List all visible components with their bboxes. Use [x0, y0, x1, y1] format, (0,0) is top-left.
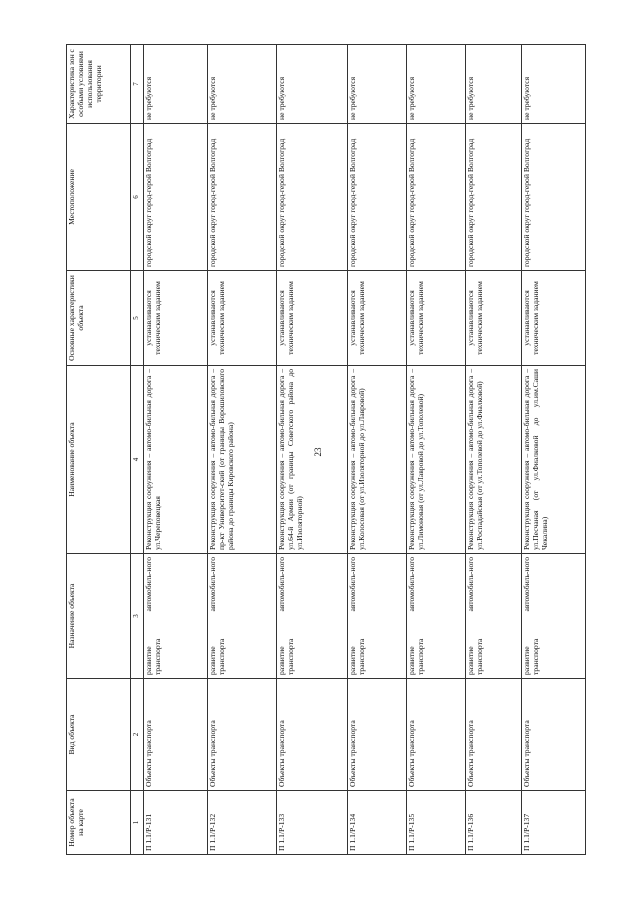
object-location: городской округ город-герой Волгоград	[465, 124, 521, 271]
column-number: 3	[131, 554, 144, 679]
object-kind: Объекты транспорта	[277, 679, 348, 791]
object-zones: не требуются	[465, 45, 521, 124]
column-number: 6	[131, 124, 144, 271]
header-purpose: Назначение объекта	[67, 554, 131, 679]
table-row	[406, 45, 465, 855]
object-characteristics: устанавливаются техническим заданием	[521, 271, 585, 366]
table-row	[277, 45, 348, 855]
header-number: Номер объекта на карте	[67, 791, 131, 855]
object-name: Реконструкция сооружения – автомо-бильная дорога – пр-кт Университет-ский (от границы Ворошиловского района до границы Кировского района)	[208, 366, 277, 554]
object-name: Реконструкция сооружения – автомо-бильная дорога – ул.Роспадайская (от ул.Тополевой до ул.Фиалковой)	[465, 366, 521, 554]
object-purpose: развитие автомобиль-ного транспорта	[277, 554, 348, 679]
table-row	[465, 45, 521, 855]
header-zones: Характеристика зон с особыми условиями использования территории	[67, 45, 131, 124]
object-name: Реконструкция сооружения – автомо-бильная дорога – ул.Песчаная (от ул.Фиалковой до ул.им.Саши Чекалина)	[521, 366, 585, 554]
object-zones: не требуются	[208, 45, 277, 124]
header-location: Местоположение	[67, 124, 131, 271]
table-row	[347, 45, 406, 855]
object-zones: не требуются	[144, 45, 208, 124]
column-number: 7	[131, 45, 144, 124]
object-characteristics: устанавливаются техническим заданием	[208, 271, 277, 366]
object-purpose: развитие автомобиль-ного транспорта	[521, 554, 585, 679]
object-characteristics: устанавливаются техническим заданием	[465, 271, 521, 366]
table-row	[144, 45, 208, 855]
header-name: Наименование объекта	[67, 366, 131, 554]
object-number: П 1.1/Р-133	[277, 791, 348, 855]
table-row	[521, 45, 585, 855]
object-name: Реконструкция сооружения – автомо-бильная дорога – ул.64-й Армии (от границы Советского района до ул.Изоляторной)	[277, 366, 348, 554]
object-number: П 1.1/Р-135	[406, 791, 465, 855]
column-number-row	[131, 45, 144, 855]
header-characteristics: Основные характеристики объекта	[67, 271, 131, 366]
object-purpose: развитие автомобиль-ного транспорта	[406, 554, 465, 679]
column-number: 4	[131, 366, 144, 554]
object-zones: не требуются	[347, 45, 406, 124]
page-number: 23	[313, 447, 323, 457]
object-zones: не требуются	[277, 45, 348, 124]
header-kind: Вид объекта	[67, 679, 131, 791]
object-kind: Объекты транспорта	[521, 679, 585, 791]
object-number: П 1.1/Р-131	[144, 791, 208, 855]
object-characteristics: устанавливаются техническим заданием	[406, 271, 465, 366]
column-number: 1	[131, 791, 144, 855]
objects-table	[66, 44, 586, 855]
object-characteristics: устанавливаются техническим заданием	[347, 271, 406, 366]
object-kind: Объекты транспорта	[208, 679, 277, 791]
object-kind: Объекты транспорта	[465, 679, 521, 791]
object-location: городской округ город-герой Волгоград	[277, 124, 348, 271]
object-location: городской округ город-герой Волгоград	[208, 124, 277, 271]
object-number: П 1.1/Р-134	[347, 791, 406, 855]
object-name: Реконструкция сооружения – автомо-бильная дорога – ул.Лимоновая (от ул.Лавровой до ул.Тополевой)	[406, 366, 465, 554]
object-kind: Объекты транспорта	[406, 679, 465, 791]
object-characteristics: устанавливаются техническим заданием	[144, 271, 208, 366]
table-row	[208, 45, 277, 855]
object-location: городской округ город-герой Волгоград	[406, 124, 465, 271]
object-location: городской округ город-герой Волгоград	[347, 124, 406, 271]
object-name: Реконструкция сооружения – автомо-бильная дорога – ул.Колосовая (от ул.Изоляторной до ул.Лавровой)	[347, 366, 406, 554]
header-row	[67, 45, 131, 855]
object-purpose: развитие автомобиль-ного транспорта	[347, 554, 406, 679]
object-kind: Объекты транспорта	[144, 679, 208, 791]
column-number: 5	[131, 271, 144, 366]
object-kind: Объекты транспорта	[347, 679, 406, 791]
object-purpose: развитие автомобиль-ного транспорта	[465, 554, 521, 679]
object-name: Реконструкция сооружения – автомо-бильная дорога – ул.Череповецкая	[144, 366, 208, 554]
rotated-table-container	[66, 45, 586, 855]
object-purpose: развитие автомобиль-ного транспорта	[144, 554, 208, 679]
column-number: 2	[131, 679, 144, 791]
object-purpose: развитие автомобиль-ного транспорта	[208, 554, 277, 679]
object-characteristics: устанавливаются техническим заданием	[277, 271, 348, 366]
object-number: П 1.1/Р-132	[208, 791, 277, 855]
object-zones: не требуются	[521, 45, 585, 124]
object-location: городской округ город-герой Волгоград	[144, 124, 208, 271]
object-location: городской округ город-герой Волгоград	[521, 124, 585, 271]
object-number: П 1.1/Р-137	[521, 791, 585, 855]
object-number: П 1.1/Р-136	[465, 791, 521, 855]
object-zones: не требуются	[406, 45, 465, 124]
